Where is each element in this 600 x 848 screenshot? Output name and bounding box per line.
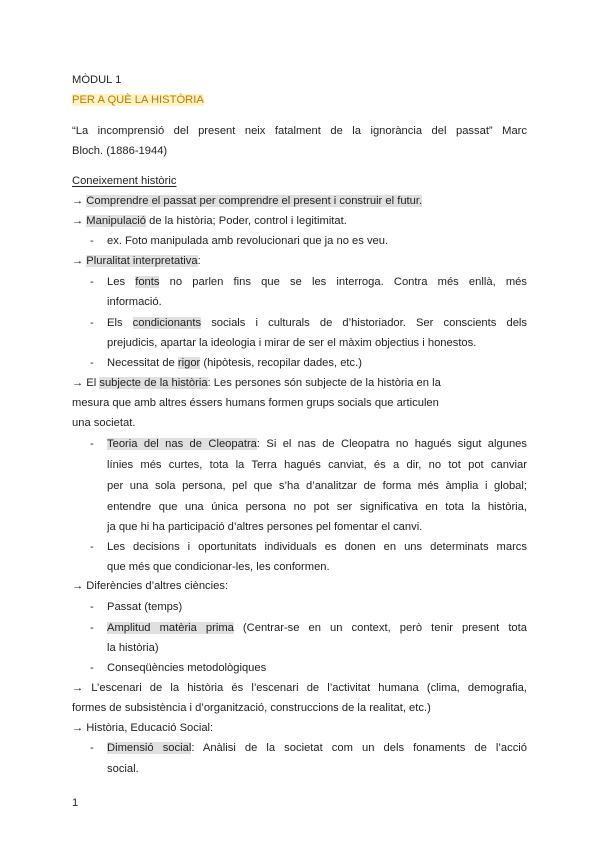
sub-bullet-continuation: línies més curtes, tota la Terra hagués canviat, és a dir, no tot pot canviar <box>107 459 527 471</box>
bullet-item <box>72 194 422 209</box>
sub-bullet-continuation: per una sola persona, pel que s’ha d’analitzar de forma més àmplia i global; <box>107 480 527 492</box>
dash-marker: - <box>90 317 94 329</box>
bullet-item <box>72 721 213 736</box>
dash-marker: - <box>90 742 94 754</box>
highlighted-term: rigor <box>177 357 201 369</box>
dash-marker: - <box>90 601 94 613</box>
highlighted-term: Dimensió social <box>107 742 192 754</box>
bullet-item <box>72 214 347 229</box>
text: (hipòtesis, recopilar dades, etc.) <box>200 357 362 369</box>
dash-marker: - <box>90 662 94 674</box>
sub-bullet-item <box>107 621 527 636</box>
sub-bullet-item: Les decisions i oportunitats individuals es donen en uns determinats marcs <box>107 541 527 553</box>
sub-bullet-continuation: entendre que una única persona no pot ser significativa en tota la història, <box>107 501 527 513</box>
sub-bullet-continuation: ja que hi ha participació d’altres persones pel fomentar el canvi. <box>107 521 423 533</box>
bullet-continuation: formes de subsistència i d’organització, construccions de la realitat, etc.) <box>72 702 431 714</box>
sub-bullet-continuation: la història) <box>107 642 159 654</box>
bullet-continuation: una societat. <box>72 417 136 429</box>
section-title: Coneixement històric <box>72 175 177 187</box>
sub-bullet-continuation: social. <box>107 763 139 775</box>
text: : Si el nas de Cleopatra no hagués sigut algunes <box>256 438 527 450</box>
dash-marker: - <box>90 541 94 553</box>
highlighted-term: Teoria del nas de Cleopatra <box>107 438 257 450</box>
arrow-icon: → <box>72 682 84 694</box>
highlighted-term: Pluralitat interpretativa <box>86 255 198 267</box>
arrow-icon: → <box>72 255 84 267</box>
module-title-text: PER A QUÈ LA HISTÒRIA <box>72 94 204 106</box>
dash-marker: - <box>90 438 94 450</box>
module-title <box>72 93 204 108</box>
sub-bullet-continuation: que més que condicionar-les, les conformen. <box>107 561 330 573</box>
sub-bullet-item: ex. Foto manipulada amb revolucionari que ja no es veu. <box>107 235 389 247</box>
bullet-text: : <box>197 255 201 267</box>
text: Necessitat de <box>107 357 178 369</box>
sub-bullet-item <box>107 741 527 756</box>
text: socials i culturals de d’historiador. Ser conscients dels <box>201 317 527 329</box>
dash-marker: - <box>90 235 94 247</box>
bullet-continuation: mesura que amb altres éssers humans formen grups socials que articulen <box>72 397 439 409</box>
sub-bullet-item <box>107 356 362 371</box>
module-label: MÒDUL 1 <box>72 74 122 86</box>
text: Les <box>107 276 136 288</box>
bullet-item <box>72 376 441 391</box>
sub-bullet-continuation: informació. <box>107 296 162 308</box>
sub-bullet-item <box>107 316 527 331</box>
highlighted-term: fonts <box>135 276 160 288</box>
bullet-text: Diferències d’altres ciències: <box>86 580 229 592</box>
arrow-icon: → <box>72 377 84 389</box>
dash-marker: - <box>90 357 94 369</box>
bullet-item <box>72 254 201 269</box>
bullet-item <box>72 681 527 696</box>
bullet-text: de la història; Poder, control i legitimitat. <box>146 215 347 227</box>
bullet-text: Història, Educació Social: <box>86 722 214 734</box>
text: (Centrar-se en un context, però tenir present tota <box>233 622 527 634</box>
quote-line-1: “La incomprensió del present neix fatalment de la ignorància del passat” Marc <box>72 125 527 137</box>
sub-bullet-item <box>107 437 527 452</box>
text: no parlen fins que se les interroga. Contra més enllà, més <box>159 276 527 288</box>
text: El <box>83 377 100 389</box>
page-number: 1 <box>72 797 79 809</box>
arrow-icon: → <box>72 580 84 592</box>
bullet-text: L’escenari de la història és l’escenari de l’activitat humana (clima, demografia, <box>83 682 527 694</box>
dash-marker: - <box>90 276 94 288</box>
highlighted-term: subjecte de la història <box>99 377 208 389</box>
highlighted-term: condicionants <box>132 317 202 329</box>
arrow-icon: → <box>72 195 84 207</box>
quote-line-2: Bloch. (1886-1944) <box>72 145 168 157</box>
highlighted-term: Manipulació <box>86 215 146 227</box>
highlighted-term: Amplitud matèria prima <box>107 622 234 634</box>
sub-bullet-item <box>107 275 527 290</box>
text: : Anàlisi de la societat com un dels fonaments de l’acció <box>191 742 528 754</box>
text: : Les persones són subjecte de la història en la <box>207 377 441 389</box>
highlighted-text: Comprendre el passat per comprendre el present i construir el futur. <box>86 195 423 207</box>
bullet-item <box>72 579 228 594</box>
sub-bullet-item: Passat (temps) <box>107 601 183 613</box>
sub-bullet-item: Conseqüències metodològiques <box>107 662 267 674</box>
sub-bullet-continuation: prejudicis, apartar la ideologia i mirar de ser el màxim objectius i honestos. <box>107 337 477 349</box>
text: Els <box>107 317 133 329</box>
dash-marker: - <box>90 622 94 634</box>
arrow-icon: → <box>72 722 84 734</box>
arrow-icon: → <box>72 215 84 227</box>
